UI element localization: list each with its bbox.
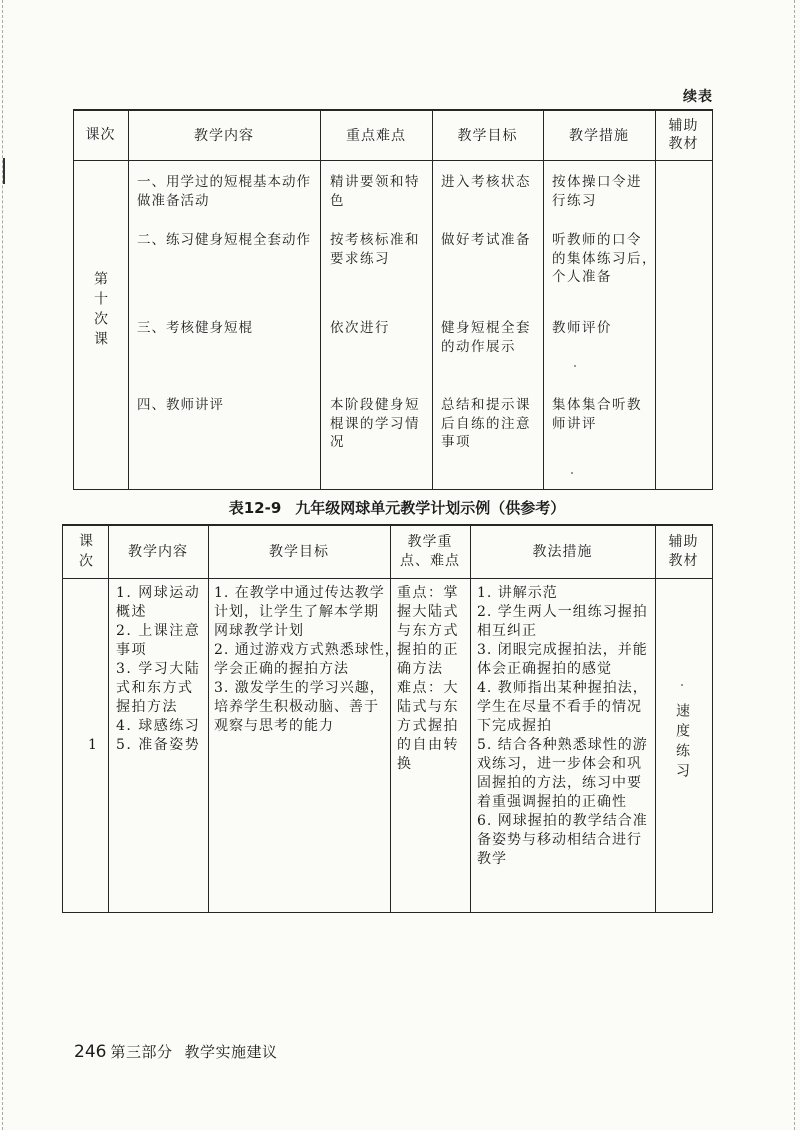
text-line: 3. 学习大陆 <box>116 661 201 677</box>
text-line: 重点：掌 <box>397 585 459 601</box>
table-col-rule <box>543 110 544 490</box>
text-line: 与东方式 <box>397 623 459 639</box>
header-label: 教学内容 <box>128 543 188 560</box>
text-line: 四、教师讲评 <box>137 397 224 413</box>
header-key-points <box>320 110 432 162</box>
text-line: 色 <box>330 192 345 209</box>
scan-edge-right <box>794 0 795 1130</box>
row-goals <box>214 584 400 736</box>
text-line: 的动作展示 <box>441 338 516 355</box>
text-line: 下完成握拍 <box>477 718 552 734</box>
row-key-points <box>397 584 459 774</box>
text-line: 4. 教师指出某种握拍法， <box>477 680 648 696</box>
row3-goals <box>441 319 531 356</box>
text-line: 网球教学计划 <box>214 623 304 639</box>
row4-key-points <box>330 396 420 452</box>
lesson-label: 第十次课 <box>92 271 108 351</box>
table-col-rule <box>655 525 656 913</box>
text-line: 做准备活动 <box>137 192 210 209</box>
text-line: 行练习 <box>552 192 597 209</box>
text-line: 1. 网球运动 <box>116 585 201 601</box>
row-aux-material: 速度练习 <box>674 703 690 783</box>
text-line: 依次进行 <box>330 320 390 336</box>
text-line: 进入考核状态 <box>441 174 531 190</box>
header-lesson <box>73 110 128 160</box>
text-line: 棍课的学习情 <box>330 415 420 432</box>
footer-part: 第三部分 <box>110 1043 173 1061</box>
text-line: 握拍方法 <box>116 699 178 715</box>
text-line: 本阶段健身短 <box>330 397 420 413</box>
table-col-rule <box>108 525 109 913</box>
text-line: 教学重 <box>407 534 453 550</box>
scan-mark-left <box>3 158 5 184</box>
row2-measures <box>552 231 657 287</box>
header-goals <box>208 526 390 578</box>
header-label: 教学目标 <box>457 127 518 144</box>
text-line: 备姿势与移动相结合进行 <box>477 832 642 848</box>
text-line: 事项 <box>116 642 147 658</box>
header-methods <box>470 526 655 578</box>
header-content <box>108 526 208 578</box>
row2-goals <box>441 231 531 250</box>
table-col-rule <box>712 525 713 913</box>
text-line: 戏练习，进一步体会和巩 <box>477 756 642 772</box>
text-line: 师讲评 <box>552 415 597 432</box>
text-line: 点、难点 <box>400 553 460 569</box>
text-line: 相互纠正 <box>477 623 537 639</box>
text-line: 3. 闭眼完成握拍法，并能 <box>477 642 648 658</box>
table-col-rule <box>432 110 433 490</box>
text-line: 三、考核健身短棍 <box>137 320 253 336</box>
table-col-rule <box>655 110 656 490</box>
text-line: 集体集合听教 <box>552 397 642 413</box>
text-line: 着重强调握拍的正确性 <box>477 794 627 810</box>
header-content <box>128 110 320 162</box>
continuation-label: 续表 <box>683 89 713 105</box>
text-line: 个人准备 <box>552 269 612 285</box>
row3-measures <box>552 319 612 338</box>
text-line: 学会正确的握拍方法 <box>214 661 349 677</box>
lesson-number: 1 <box>88 737 97 753</box>
text-line: 2. 学生两人一组练习握拍 <box>477 604 648 620</box>
text-line: 总结和提示课 <box>441 397 531 413</box>
text-line: 教材 <box>668 136 699 152</box>
text-line: 辅助 <box>668 118 699 134</box>
text-line: 的集体练习后， <box>552 250 657 267</box>
text-line: 二、练习健身短棍全套动作 <box>137 232 311 248</box>
table-number: 表12-9 <box>228 499 282 517</box>
table-bottom-rule <box>73 489 713 490</box>
header-measures <box>543 110 655 162</box>
table-col-rule <box>470 525 471 913</box>
text-line: 事项 <box>441 434 471 450</box>
text-line: 后自练的注意 <box>441 415 531 432</box>
header-label: 教法措施 <box>532 543 593 560</box>
header-label: 教学措施 <box>569 127 629 144</box>
text-line: 2. 上课注意 <box>116 623 201 639</box>
row4-goals <box>441 396 531 452</box>
table-header-rule <box>62 578 713 579</box>
text-line: 式和东方式 <box>116 680 194 696</box>
text-line: 方式握拍 <box>397 718 459 734</box>
scan-speck <box>571 472 573 474</box>
table-bottom-rule <box>62 912 713 913</box>
table-col-rule <box>128 110 129 490</box>
text-line: 听教师的口令 <box>552 232 642 248</box>
text-line: 况 <box>330 434 345 450</box>
table-col-rule <box>320 110 321 490</box>
header-label: 教学目标 <box>269 543 329 560</box>
row2-content <box>137 231 311 250</box>
row1-content <box>137 173 311 210</box>
table-col-rule <box>208 525 209 913</box>
text-line: 5. 结合各种熟悉球性的游 <box>477 737 648 753</box>
scan-speck <box>681 684 683 686</box>
header-label: 教学内容 <box>194 127 254 144</box>
text-line: 教材 <box>668 553 699 569</box>
text-line: 教学 <box>477 851 507 867</box>
text-line: 按体操口令进 <box>552 174 642 190</box>
row4-measures <box>552 396 642 433</box>
text-line: 确方法 <box>397 661 444 677</box>
row1-key-points <box>330 173 420 210</box>
text-line: 6. 网球握拍的教学结合准 <box>477 813 648 829</box>
table-col-rule <box>712 110 713 490</box>
row3-content <box>137 319 253 338</box>
text-line: 计划，让学生了解本学期 <box>214 604 379 620</box>
text-line: 的自由转 <box>397 737 459 753</box>
text-line: 握拍的正 <box>397 642 459 658</box>
row3-key-points <box>330 319 390 338</box>
text-line: 换 <box>397 756 413 772</box>
header-label: 课次 <box>85 126 116 143</box>
footer-section: 教学实施建议 <box>184 1043 278 1061</box>
row1-measures <box>552 173 642 210</box>
text-line: 要求练习 <box>330 250 390 267</box>
text-line: 学生在尽量不看手的情况 <box>477 699 642 715</box>
text-line: 5. 准备姿势 <box>116 737 201 753</box>
text-line: 精讲要领和特 <box>330 174 420 190</box>
text-line: 按考核标准和 <box>330 232 420 248</box>
table-title: 九年级网球单元教学计划示例（供参考） <box>295 499 566 517</box>
table-col-rule <box>62 525 63 913</box>
header-aux-material <box>655 110 712 160</box>
header-key-points <box>390 526 470 578</box>
text-line: 1. 在教学中通过传达教学 <box>214 585 385 601</box>
text-line: 4. 球感练习 <box>116 718 201 734</box>
text-line: 做好考试准备 <box>441 232 531 248</box>
text-line: 3. 激发学生的学习兴趣， <box>214 680 385 696</box>
text-line: 2. 通过游戏方式熟悉球性， <box>214 642 400 658</box>
text-line: 培养学生积极动脑、善于 <box>214 699 379 715</box>
text-line: 1. 讲解示范 <box>477 585 558 601</box>
text-line: 难点：大 <box>397 680 459 696</box>
scan-speck <box>574 365 576 367</box>
table-caption <box>0 497 794 518</box>
row-methods <box>477 584 648 869</box>
text-line: 固握拍的方法，练习中要 <box>477 775 642 791</box>
text-line: 概述 <box>116 604 147 620</box>
text-line: 一、用学过的短棍基本动作 <box>137 174 311 190</box>
row2-key-points <box>330 231 420 268</box>
text-line: 教师评价 <box>552 320 612 336</box>
text-line: 握大陆式 <box>397 604 459 620</box>
header-lesson: 课次 <box>77 533 93 573</box>
text-line: 辅助 <box>668 534 699 550</box>
text-line: 体会正确握拍的感觉 <box>477 661 612 677</box>
row-content <box>116 584 200 755</box>
page-footer <box>74 1041 277 1062</box>
row1-goals <box>441 173 531 192</box>
text-line: 陆式与东 <box>397 699 459 715</box>
table-col-rule <box>73 110 74 490</box>
row4-content <box>137 396 224 415</box>
header-label: 重点难点 <box>346 127 406 144</box>
header-goals <box>432 110 543 162</box>
text-line: 健身短棍全套 <box>441 320 531 336</box>
header-aux-material <box>655 526 712 578</box>
page-number: 246 <box>74 1042 107 1062</box>
text-line: 观察与思考的能力 <box>214 718 334 734</box>
